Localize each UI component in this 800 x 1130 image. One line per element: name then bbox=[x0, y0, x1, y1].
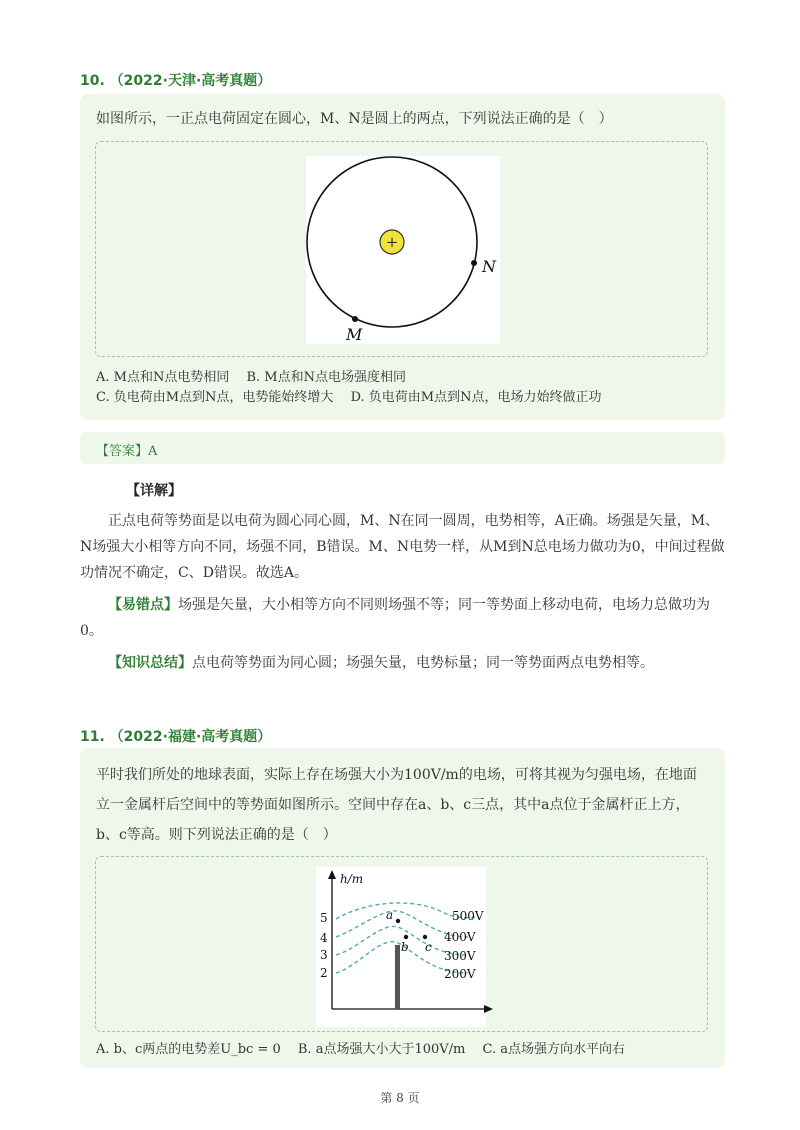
question-11-stem: 平时我们所处的地球表面，实际上存在场强大小为100V/m的电场，可将其视为匀强电场，在地面立一金属杆后空间中的等势面如图所示。空间中存在a、b、c三点，其中a点位于金属杆正上方，b、c等高。则下列说法正确的是（ ） bbox=[96, 767, 697, 843]
summary-label: 【知识总结】 bbox=[108, 655, 192, 671]
question-10-options-ab: A. M点和N点电势相同 B. M点和N点电场强度相同 bbox=[96, 370, 406, 385]
metal-rod bbox=[395, 945, 400, 1009]
label-c: c bbox=[425, 940, 432, 954]
pitfall-label: 【易错点】 bbox=[108, 597, 178, 613]
label-500v: 500V bbox=[452, 909, 484, 923]
figure-10-frame bbox=[95, 141, 708, 357]
question-11-card bbox=[80, 748, 725, 1068]
plus-sign: + bbox=[385, 233, 399, 251]
tick-2: 2 bbox=[320, 966, 328, 980]
point-c bbox=[423, 935, 427, 939]
question-10-header: 10. （2022·天津·高考真题） bbox=[80, 73, 272, 89]
question-11-header: 11. （2022·福建·高考真题） bbox=[80, 729, 272, 745]
label-a: a bbox=[386, 908, 394, 922]
label-400v: 400V bbox=[444, 930, 476, 944]
figure-circle-charge bbox=[96, 142, 707, 356]
label-300v: 300V bbox=[444, 949, 476, 963]
tick-4: 4 bbox=[320, 931, 328, 945]
page-number: 第 8 页 bbox=[380, 1091, 420, 1105]
x-axis-arrow bbox=[484, 1005, 493, 1013]
label-b: b bbox=[401, 940, 409, 954]
point-b bbox=[404, 935, 408, 939]
question-10-stem: 如图所示，一正点电荷固定在圆心，M、N是圆上的两点，下列说法正确的是（ ） bbox=[96, 111, 613, 127]
label-n: N bbox=[482, 257, 496, 276]
explanation-body: 正点电荷等势面是以电荷为圆心同心圆，M、N在同一圆周，电势相等，A正确。场强是矢量，M、N场强大小相等方向不同，场强不同，B错误。M、N电势一样，从M到N总电场力做功为0，中间过程做功情况不确定，C、D错误。故选A。 bbox=[80, 513, 725, 581]
question-10-options-cd: C. 负电荷由M点到N点，电势能始终增大 D. 负电荷由M点到N点，电场力始终做正功 bbox=[96, 390, 602, 405]
pitfall-text: 场强是矢量，大小相等方向不同则场强不等；同一等势面上移动电荷，电场力总做功为0。 bbox=[80, 597, 710, 639]
summary-paragraph bbox=[80, 650, 725, 676]
label-m: M bbox=[346, 325, 363, 344]
tick-3: 3 bbox=[320, 948, 328, 962]
point-n bbox=[471, 260, 477, 266]
summary-text: 点电荷等势面为同心圆；场强矢量，电势标量；同一等势面两点电势相等。 bbox=[192, 655, 654, 671]
pitfall-paragraph bbox=[80, 592, 725, 644]
question-10-card bbox=[80, 94, 725, 420]
explanation-title bbox=[126, 478, 326, 504]
label-200v: 200V bbox=[444, 967, 476, 981]
explanation-label: 【详解】 bbox=[126, 483, 182, 499]
tick-5: 5 bbox=[320, 911, 328, 925]
answer-text: 【答案】A bbox=[96, 444, 158, 459]
point-a bbox=[396, 919, 400, 923]
question-11-options: A. b、c两点的电势差U_bc = 0 B. a点场强大小大于100V/m C. a点场强方向水平向右 bbox=[96, 1042, 625, 1057]
point-m bbox=[352, 316, 358, 322]
figure-equipotential-rod bbox=[96, 857, 707, 1031]
figure-11-frame bbox=[95, 856, 708, 1032]
y-axis-label: h/m bbox=[340, 872, 364, 886]
answer-bar bbox=[80, 432, 725, 464]
